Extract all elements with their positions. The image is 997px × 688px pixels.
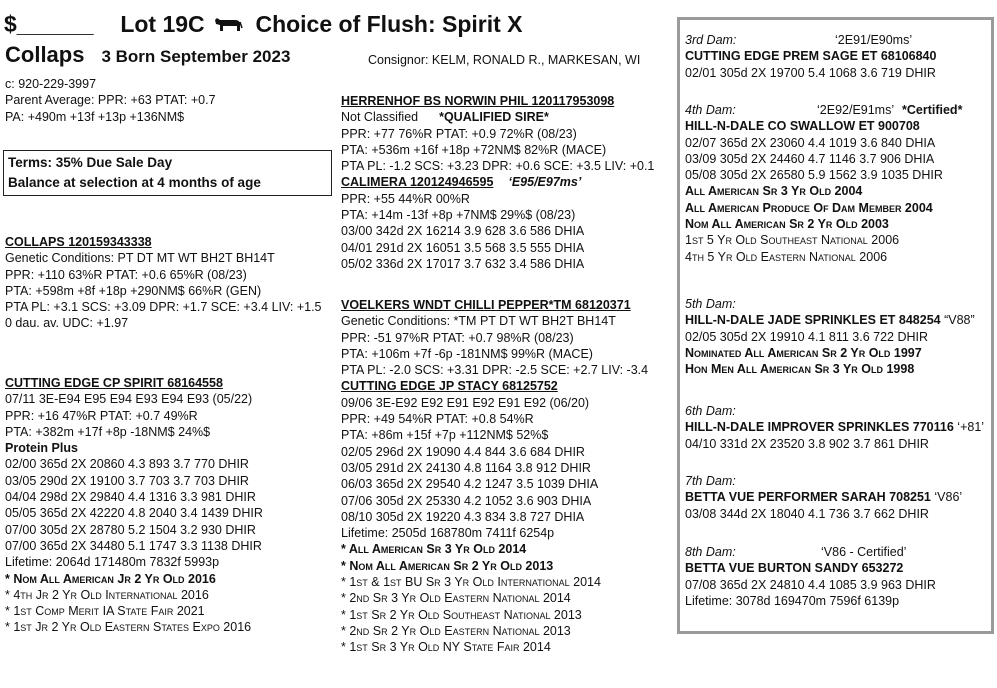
voelkers-line: PPR: -51 97%R PTAT: +0.7 98%R (08/23) [341,330,574,345]
stacy-lifetime: Lifetime: 2505d 168780m 7411f 6254p [341,526,555,541]
dam-award: * 4th Jr 2 Yr Old International 2016 [5,587,209,602]
calimera-line: 04/01 291d 2X 16051 3.5 568 3.5 555 DHIA [341,240,585,255]
stacy-award: * 1st Sr 2 Yr Old Southeast National 2013 [341,607,582,622]
dam-8-record: 07/08 365d 2X 24810 4.4 1085 3.9 963 DHIR [685,577,936,592]
stacy-name: CUTTING EDGE JP STACY 68125752 [341,379,558,394]
qualified-sire: *QUALIFIED SIRE* [439,110,549,125]
dam-3-record: 02/01 305d 2X 19700 5.4 1068 3.6 719 DHIR [685,65,936,80]
sire-line: PTA: +536m +16f +18p +72NM$ 82%R (MACE) [341,142,607,157]
dam-8-name: BETTA VUE BURTON SANDY 653272 [685,561,904,576]
dam-record: 03/05 290d 2X 19100 3.7 703 3.7 703 DHIR [5,473,249,488]
calimera-title [341,174,654,190]
calimera-line: PPR: +55 44%R 00%R [341,191,470,206]
sire-name: HERRENHOF BS NORWIN PHIL 120117953098 [341,94,615,108]
dam-8-lifetime: Lifetime: 3078d 169470m 7596f 6139p [685,593,900,608]
dam-4-head [685,102,985,118]
dam-3-head [685,32,985,48]
dam-5-label: 5th Dam: [685,297,736,311]
lot-header [4,10,523,38]
dam-4-name: HILL-N-DALE CO SWALLOW ET 900708 [685,119,920,134]
lot-number: Lot 19C [120,11,205,37]
dam-5-award-bold: Hon Men All American Sr 3 Yr Old 1998 [685,362,915,377]
dam-6 [685,403,985,452]
dam-3 [685,32,985,81]
stacy-award: * 1st & 1st BU Sr 3 Yr Old International 2014 [341,575,601,590]
voelkers-line: PTA: +106m +7f -6p -181NM$ 99%R (MACE) [341,346,593,361]
contact-block [5,76,216,125]
dam-4-record: 02/07 365d 2X 23060 4.4 1019 3.6 840 DHIA [685,135,936,150]
stacy-record: 03/05 291d 2X 24130 4.8 1164 3.8 912 DHIR [341,460,591,475]
dam-7 [685,473,985,522]
dam-5-record: 02/05 305d 2X 19910 4.1 811 3.6 722 DHIR [685,329,929,344]
price-blank: $______ [4,11,94,37]
dam-6-record: 04/10 331d 2X 23520 3.8 902 3.7 861 DHIR [685,436,929,451]
dam-4-award-bold: Nom All American Sr 2 Yr Old 2003 [685,217,889,232]
parent-average: Parent Average: PPR: +63 PTAT: +0.7 [5,93,216,108]
dam-7-name: BETTA VUE PERFORMER SARAH 708251 [685,490,931,505]
dam-3-tag: ‘2E91/E90ms’ [835,33,913,47]
stacy-record: 02/05 296d 2X 19090 4.4 844 3.6 684 DHIR [341,444,585,459]
calimera-line: 03/00 342d 2X 16214 3.9 628 3.6 586 DHIA [341,224,585,239]
dam-7-record: 03/08 344d 2X 18040 4.1 736 3.7 662 DHIR [685,506,929,521]
dam-record: 07/00 305d 2X 28780 5.2 1504 3.2 930 DHIR [5,522,256,537]
stacy-record: 06/03 365d 2X 29540 4.2 1247 3.5 1039 DHIA [341,477,599,492]
protein-plus: Protein Plus [5,441,78,456]
dam-4-label: 4th Dam: [685,103,736,117]
dam-name: CUTTING EDGE CP SPIRIT 68164558 [5,376,223,390]
collaps-block [5,234,322,332]
collaps-line: PTA: +598m +8f +18p +290NM$ 66%R (GEN) [5,283,262,298]
terms-line-2: Balance at selection at 4 months of age [8,175,261,190]
collaps-line: PTA PL: +3.1 SCS: +3.09 DPR: +1.7 SCE: +3.4 LIV: +1.5 [5,300,322,315]
dam-5-tag: “V88” [944,313,975,328]
stacy-record: 08/10 305d 2X 19220 4.3 834 3.8 727 DHIA [341,509,585,524]
dams-box [677,17,994,634]
stacy-award: * 1st Sr 3 Yr Old NY State Fair 2014 [341,640,551,655]
dam-6-label: 6th Dam: [685,404,736,418]
stacy-line: PTA: +86m +15f +7p +112NM$ 52%$ [341,428,549,443]
animal-line [5,42,290,68]
dam-4-award-bold: All American Sr 3 Yr Old 2004 [685,184,863,199]
dam-award: * 1st Jr 2 Yr Old Eastern States Expo 2016 [5,620,252,635]
dam-4-award: 4th 5 Yr Old Eastern National 2006 [685,249,888,264]
dam-4-tag: ‘2E92/E91ms’ [817,103,895,117]
calimera-tag: ‘E95/E97ms’ [508,175,582,190]
dam-6-name: HILL-N-DALE IMPROVER SPRINKLES 770116 [685,420,954,435]
dam-6-tag: ‘+81’ [957,420,985,435]
pa-values: PA: +490m +13f +13p +136NM$ [5,109,185,124]
dam-line: PTA: +382m +17f +8p -18NM$ 24%$ [5,424,211,439]
dam-4-award: 1st 5 Yr Old Southeast National 2006 [685,233,900,248]
dam-4-record: 03/09 305d 2X 24460 4.7 1146 3.7 906 DHIA [685,151,935,166]
stacy-award: * 2nd Sr 3 Yr Old Eastern National 2014 [341,591,571,606]
dam-5-award-bold: Nominated All American Sr 2 Yr Old 1997 [685,345,922,360]
flush-title: Choice of Flush: Spirit X [255,11,523,37]
animal-name: Collaps [5,42,85,67]
collaps-line: 0 dau. av. UDC: +1.97 [5,316,129,331]
calimera-line: PTA: +14m -13f +8p +7NM$ 29%$ (08/23) [341,208,576,223]
stacy-line: PPR: +49 54%R PTAT: +0.8 54%R [341,412,534,427]
voelkers-name: VOELKERS WNDT CHILLI PEPPER*TM 68120371 [341,298,631,312]
dam-lifetime: Lifetime: 2064d 171480m 7832f 5993p [5,555,220,570]
dam-record: 04/04 298d 2X 29840 4.4 1316 3.3 981 DHIR [5,490,256,505]
phone: c: 920-229-3997 [5,77,97,91]
consignor: Consignor: KELM, RONALD R., MARKESAN, WI [368,53,641,67]
dam-line: 07/11 3E-E94 E95 E94 E93 E94 E93 (05/22) [5,392,253,407]
sire-status [341,109,654,125]
terms-box [3,150,332,196]
dam-3-name: CUTTING EDGE PREM SAGE ET 68106840 [685,49,937,64]
collaps-name: COLLAPS 120159343338 [5,235,152,249]
collaps-line: Genetic Conditions: PT DT MT WT BH2T BH14T [5,251,275,266]
dam-4-award-bold: All American Produce Of Dam Member 2004 [685,200,933,215]
dam-block [5,375,263,636]
dam-award: * 1st Comp Merit IA State Fair 2021 [5,604,205,619]
dam-7-label: 7th Dam: [685,474,736,488]
dam-4-certified: *Certified* [902,103,963,117]
dam-award-bold: * Nom All American Jr 2 Yr Old 2016 [5,571,216,586]
dam-7-tag: ‘V86’ [934,490,963,505]
dam-5 [685,296,985,377]
dam-5-name: HILL-N-DALE JADE SPRINKLES ET 848254 [685,313,941,328]
stacy-award-bold: * Nom All American Sr 2 Yr Old 2013 [341,558,554,573]
voelkers-line: PTA PL: -2.0 SCS: +3.31 DPR: -2.5 SCE: +2.7 LIV: -3.4 [341,363,649,378]
sire-classification: Not Classified [341,110,419,125]
collaps-line: PPR: +110 63%R PTAT: +0.6 65%R (08/23) [5,267,247,282]
voelkers-block [341,297,648,656]
dam-record: 02/00 365d 2X 20860 4.3 893 3.7 770 DHIR [5,457,249,472]
cow-icon [213,16,243,32]
dam-3-label: 3rd Dam: [685,33,737,47]
sire-line: PPR: +77 76%R PTAT: +0.9 72%R (08/23) [341,126,577,141]
dam-4 [685,102,985,265]
stacy-line: 09/06 3E-E92 E92 E91 E92 E91 E92 (06/20) [341,395,590,410]
voelkers-line: Genetic Conditions: *TM PT DT WT BH2T BH14T [341,314,616,329]
stacy-award: * 2nd Sr 2 Yr Old Eastern National 2013 [341,623,571,638]
sire-block [341,93,654,272]
calimera-name: CALIMERA 120124946595 [341,175,494,190]
dam-8-tag: ‘V86 - Certified’ [821,545,907,559]
dam-record: 07/00 365d 2X 34480 5.1 1747 3.3 1138 DHIR [5,538,262,553]
dam-4-record: 05/08 305d 2X 26580 5.9 1562 3.9 1035 DHIR [685,168,943,183]
dam-8 [685,544,985,609]
calimera-line: 05/02 336d 2X 17017 3.7 632 3.4 586 DHIA [341,256,585,271]
dam-8-head [685,544,985,560]
dam-8-label: 8th Dam: [685,545,736,559]
terms-line-1: Terms: 35% Due Sale Day [8,155,173,170]
stacy-record: 07/06 305d 2X 25330 4.2 1052 3.6 903 DHIA [341,493,592,508]
dam-record: 05/05 365d 2X 42220 4.8 2040 3.4 1439 DHIR [5,506,263,521]
born-info: 3 Born September 2023 [101,47,291,66]
stacy-award-bold: * All American Sr 3 Yr Old 2014 [341,542,527,557]
sire-line: PTA PL: -1.2 SCS: +3.23 DPR: +0.6 SCE: +3.5 LIV: +0.1 [341,159,655,174]
dam-line: PPR: +16 47%R PTAT: +0.7 49%R [5,408,198,423]
